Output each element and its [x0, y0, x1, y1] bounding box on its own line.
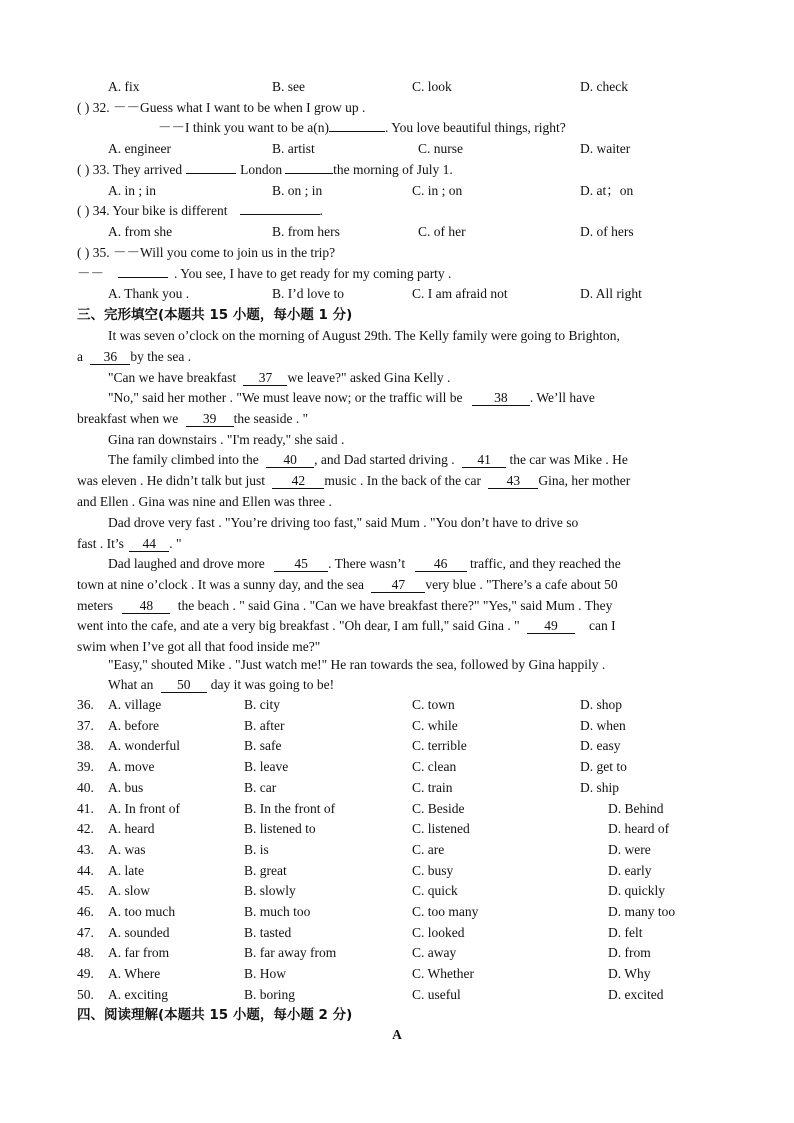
passage-text: What an	[108, 677, 154, 692]
q32-stem	[77, 99, 365, 117]
passage-text: by the sea .	[130, 349, 192, 364]
passage-line	[108, 389, 595, 407]
option-a: A. wonderful	[108, 738, 180, 753]
q33-blank-2	[285, 173, 333, 174]
option-c: C. listened	[412, 821, 470, 836]
blank-40: 40	[266, 452, 314, 468]
q34-option-b: B. from hers	[272, 224, 340, 239]
q33-paren: ( ) 33.	[77, 162, 110, 177]
q35-line2-pre: －－	[77, 266, 104, 281]
option-a: A. bus	[108, 780, 144, 795]
passage-text: . "	[169, 536, 182, 551]
option-number: 46.	[77, 904, 94, 919]
q33-option-b: B. on ; in	[272, 183, 323, 198]
blank-37: 37	[243, 370, 287, 386]
q35-line2	[77, 265, 451, 283]
option-d: D. many too	[608, 904, 676, 919]
blank-48: 48	[122, 598, 170, 614]
option-a: A. village	[108, 697, 162, 712]
q31-option-b: B. see	[272, 79, 305, 94]
blank-49: 49	[527, 618, 575, 634]
option-a: A. move	[108, 759, 155, 774]
option-number: 49.	[77, 966, 94, 981]
option-c: C. terrible	[412, 738, 467, 753]
q34-post: .	[319, 203, 323, 218]
passage-line	[77, 535, 182, 553]
passage-text: meters	[77, 598, 113, 613]
passage-line	[108, 369, 450, 387]
passage-line: swim when I’ve got all that food inside me?"	[77, 639, 321, 654]
option-a: A. slow	[108, 883, 151, 898]
blank-43: 43	[488, 473, 538, 489]
option-d: D. ship	[580, 780, 620, 795]
blank-36: 36	[90, 349, 130, 365]
option-d: D. when	[580, 718, 626, 733]
option-number: 45.	[77, 883, 94, 898]
q35-line2-post: . You see, I have to get ready for my coming party .	[174, 266, 452, 281]
passage-line	[77, 472, 630, 490]
q35-option-a: A. Thank you .	[108, 286, 190, 301]
q34-option-d: D. of hers	[580, 224, 634, 239]
option-b: B. after	[244, 718, 285, 733]
q33-stem	[77, 161, 453, 179]
q34-pre: Your bike is different	[112, 203, 228, 218]
q34-option-a: A. from she	[108, 224, 173, 239]
q34-paren: ( ) 34.	[77, 203, 110, 218]
q32-line1: －－Guess what I want to be when I grow up .	[113, 100, 366, 115]
option-number: 47.	[77, 925, 94, 940]
option-number: 38.	[77, 738, 94, 753]
option-c: C. town	[412, 697, 455, 712]
option-c: C. train	[412, 780, 453, 795]
q33-pre: They arrived	[112, 162, 183, 177]
option-b: B. safe	[244, 738, 282, 753]
option-number: 37.	[77, 718, 94, 733]
passage-line: It was seven o’clock on the morning of August 29th. The Kelly family were going to Brighton,	[108, 328, 620, 343]
passage-text: went into the cafe, and ate a very big breakfast . "Oh dear, I am full," said Gina . "	[77, 618, 520, 633]
passage-text: a	[77, 349, 83, 364]
option-a: A. too much	[108, 904, 176, 919]
passage-text: day it was going to be!	[210, 677, 335, 692]
option-b: B. is	[244, 842, 269, 857]
option-c: C. clean	[412, 759, 457, 774]
option-d: D. were	[608, 842, 651, 857]
q32-option-c: C. nurse	[418, 141, 463, 156]
q33-option-d: D. at；on	[580, 183, 634, 198]
q35-option-c: C. I am afraid not	[412, 286, 508, 301]
q32-line2-post: . You love beautiful things, right?	[384, 120, 566, 135]
q32-paren: ( ) 32.	[77, 100, 110, 115]
section3-heading: 三、完形填空(本题共 15 小题，每小题 1 分)	[77, 307, 353, 323]
passage-line	[77, 617, 616, 635]
q33-option-c: C. in ; on	[412, 183, 463, 198]
passage-line	[77, 348, 191, 366]
q32-blank	[329, 131, 385, 132]
option-d: D. heard of	[608, 821, 670, 836]
passage-text: fast . It’s	[77, 536, 124, 551]
option-b: B. much too	[244, 904, 311, 919]
option-b: B. leave	[244, 759, 289, 774]
option-b: B. tasted	[244, 925, 292, 940]
passage-line: Gina ran downstairs . "I'm ready," she said .	[108, 432, 345, 447]
passage-line	[108, 555, 621, 573]
option-b: B. car	[244, 780, 277, 795]
option-a: A. before	[108, 718, 159, 733]
option-b: B. great	[244, 863, 287, 878]
passage-text: music . In the back of the car	[324, 473, 482, 488]
passage-text: the beach . " said Gina . "Can we have breakfast there?" "Yes," said Mum . They	[177, 598, 613, 613]
q31-option-c: C. look	[412, 79, 452, 94]
option-d: D. easy	[580, 738, 621, 753]
passage-text: the car was Mike . He	[509, 452, 628, 467]
option-number: 40.	[77, 780, 94, 795]
option-number: 44.	[77, 863, 94, 878]
option-c: C. Beside	[412, 801, 465, 816]
passage-text: we leave?" asked Gina Kelly .	[287, 370, 451, 385]
passage-text: was eleven . He didn’t talk but just	[77, 473, 265, 488]
option-c: C. while	[412, 718, 458, 733]
passage-line: "Easy," shouted Mike . "Just watch me!" He ran towards the sea, followed by Gina happily .	[108, 657, 606, 672]
blank-44: 44	[129, 536, 169, 552]
passage-text: traffic, and they reached the	[469, 556, 621, 571]
option-a: A. Where	[108, 966, 161, 981]
blank-46: 46	[415, 556, 467, 572]
option-b: B. listened to	[244, 821, 316, 836]
option-c: C. too many	[412, 904, 479, 919]
passage-text: can I	[588, 618, 616, 633]
passage-text: . We’ll have	[529, 390, 595, 405]
passage-line: and Ellen . Gina was nine and Ellen was three .	[77, 494, 332, 509]
option-b: B. boring	[244, 987, 296, 1002]
passage-text: The family climbed into the	[108, 452, 259, 467]
q35-blank	[118, 277, 168, 278]
passage-line	[108, 676, 334, 694]
option-a: A. far from	[108, 945, 170, 960]
passage-line	[108, 451, 628, 469]
option-d: D. get to	[580, 759, 627, 774]
blank-38: 38	[472, 390, 530, 406]
q32-option-d: D. waiter	[580, 141, 631, 156]
q32-line2	[158, 119, 566, 137]
option-number: 50.	[77, 987, 94, 1002]
q35-option-b: B. I’d love to	[272, 286, 344, 301]
option-d: D. Why	[608, 966, 651, 981]
q34-stem	[77, 202, 323, 220]
passage-text: town at nine o’clock . It was a sunny day, and the sea	[77, 577, 365, 592]
q32-option-b: B. artist	[272, 141, 315, 156]
q32-option-a: A. engineer	[108, 141, 171, 156]
passage-text: breakfast when we	[77, 411, 179, 426]
option-c: C. are	[412, 842, 445, 857]
passage-text: "No," said her mother . "We must leave now; or the traffic will be	[108, 390, 463, 405]
option-number: 36.	[77, 697, 94, 712]
option-d: D. Behind	[608, 801, 664, 816]
q31-option-a: A. fix	[108, 79, 140, 94]
q33-mid: London	[240, 162, 283, 177]
blank-41: 41	[462, 452, 506, 468]
option-c: C. away	[412, 945, 457, 960]
option-a: A. sounded	[108, 925, 170, 940]
option-b: B. far away from	[244, 945, 337, 960]
option-c: C. quick	[412, 883, 458, 898]
option-number: 42.	[77, 821, 94, 836]
q35-paren: ( ) 35.	[77, 245, 110, 260]
passage-line: Dad drove very fast . "You’re driving too fast," said Mum . "You don’t have to drive so	[108, 515, 579, 530]
option-c: C. busy	[412, 863, 454, 878]
q31-option-d: D. check	[580, 79, 628, 94]
q35-option-d: D. All right	[580, 286, 642, 301]
option-c: C. useful	[412, 987, 461, 1002]
passage-text: , and Dad started driving .	[314, 452, 455, 467]
passage-text: the seaside . "	[233, 411, 309, 426]
option-c: C. Whether	[412, 966, 474, 981]
option-d: D. early	[608, 863, 652, 878]
option-a: A. late	[108, 863, 144, 878]
q35-stem	[77, 244, 335, 262]
q33-blank-1	[186, 173, 236, 174]
passage-text: Dad laughed and drove more	[108, 556, 265, 571]
q32-line2-pre: －－I think you want to be a(n)	[158, 120, 329, 135]
option-d: D. from	[608, 945, 651, 960]
blank-39: 39	[186, 411, 234, 427]
option-b: B. In the front of	[244, 801, 336, 816]
passage-line	[77, 576, 618, 594]
passage-text: "Can we have breakfast	[108, 370, 237, 385]
option-b: B. How	[244, 966, 287, 981]
blank-42: 42	[272, 473, 324, 489]
option-d: D. quickly	[608, 883, 665, 898]
option-a: A. was	[108, 842, 146, 857]
option-d: D. felt	[608, 925, 643, 940]
option-number: 43.	[77, 842, 94, 857]
q33-option-a: A. in ; in	[108, 183, 157, 198]
passage-text: . There wasn’t	[328, 556, 406, 571]
option-number: 41.	[77, 801, 94, 816]
option-b: B. slowly	[244, 883, 296, 898]
option-b: B. city	[244, 697, 280, 712]
section4-heading: 四、阅读理解(本题共 15 小题，每小题 2 分)	[77, 1007, 353, 1023]
option-a: A. exciting	[108, 987, 168, 1002]
option-c: C. looked	[412, 925, 465, 940]
q35-line1: －－Will you come to join us in the trip?	[113, 245, 336, 260]
passage-line	[77, 597, 612, 615]
passage-text: Gina, her mother	[538, 473, 631, 488]
blank-50: 50	[161, 677, 207, 693]
option-a: A. In front of	[108, 801, 180, 816]
passage-line	[77, 410, 308, 428]
option-d: D. excited	[608, 987, 664, 1002]
option-number: 39.	[77, 759, 94, 774]
option-d: D. shop	[580, 697, 623, 712]
q34-blank	[240, 214, 320, 215]
q33-post: the morning of July 1.	[333, 162, 453, 177]
q34-option-c: C. of her	[418, 224, 466, 239]
passage-text: very blue . "There’s a cafe about 50	[425, 577, 618, 592]
blank-47: 47	[371, 577, 425, 593]
passage-label: A	[392, 1027, 402, 1042]
blank-45: 45	[274, 556, 328, 572]
option-a: A. heard	[108, 821, 155, 836]
option-number: 48.	[77, 945, 94, 960]
